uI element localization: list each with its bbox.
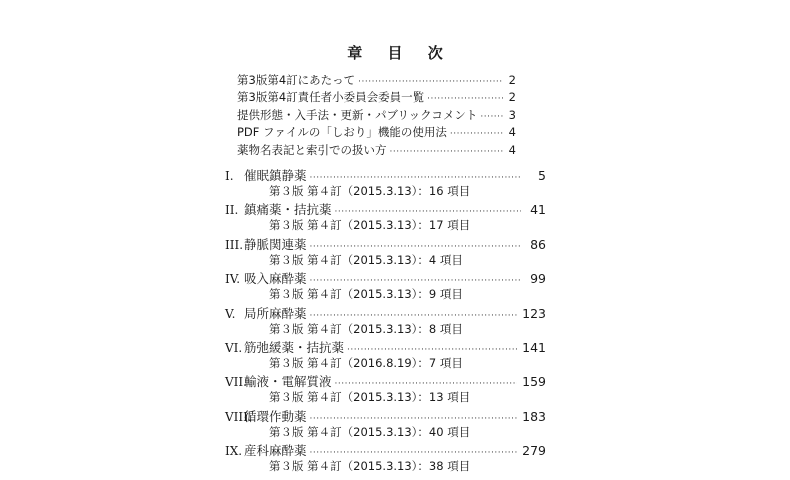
chapter-page: 279 bbox=[522, 443, 546, 459]
dot-leader bbox=[310, 173, 521, 183]
chapter-revision: 第３版 第４訂（2015.3.13）：17 項目 bbox=[269, 218, 471, 233]
chapter-page: 86 bbox=[530, 236, 546, 252]
chapter-entry[interactable] bbox=[225, 338, 546, 372]
chapter-numeral: VI. bbox=[225, 340, 243, 355]
chapter-page: 41 bbox=[530, 202, 546, 218]
chapter-revision: 第３版 第４訂（2015.3.13）：13 項目 bbox=[269, 390, 471, 405]
chapter-numeral: III. bbox=[225, 237, 244, 252]
chapter-revision: 第３版 第４訂（2015.3.13）：38 項目 bbox=[269, 459, 471, 474]
chapter-title: 産科麻酔薬 bbox=[244, 443, 307, 459]
chapter-page: 141 bbox=[522, 339, 546, 355]
toc-entry-label: 提供形態・入手法・更新・パブリックコメント bbox=[237, 107, 478, 122]
chapter-numeral: IV. bbox=[225, 272, 241, 287]
chapter-page: 5 bbox=[538, 168, 546, 183]
toc-entry-label: 薬物名表記と索引での扱い方 bbox=[237, 142, 387, 157]
chapter-revision: 第３版 第４訂（2015.3.13）：16 項目 bbox=[269, 184, 471, 198]
chapter-title: 輸液・電解質液 bbox=[244, 374, 332, 390]
toc-entry[interactable] bbox=[237, 107, 516, 124]
chapter-revision: 第３版 第４訂（2015.3.13）：8 項目 bbox=[269, 321, 463, 336]
toc-entry-label: 第3版第4訂にあたって bbox=[237, 73, 356, 87]
chapter-entry[interactable] bbox=[225, 441, 546, 475]
toc-entry[interactable] bbox=[237, 72, 516, 89]
chapter-title: 循環作動薬 bbox=[244, 408, 307, 424]
dot-leader bbox=[310, 242, 521, 252]
dot-leader bbox=[310, 448, 518, 458]
chapter-numeral: I. bbox=[225, 169, 234, 183]
toc-entry-page: 4 bbox=[508, 125, 516, 140]
chapter-revision: 第３版 第４訂（2015.3.13）：40 項目 bbox=[269, 424, 471, 439]
chapter-entry[interactable] bbox=[225, 166, 546, 200]
chapter-toc bbox=[225, 166, 546, 476]
intro-toc bbox=[237, 72, 516, 159]
chapter-entry[interactable] bbox=[225, 235, 546, 269]
chapter-title: 局所麻酔薬 bbox=[244, 305, 307, 321]
toc-entry[interactable] bbox=[237, 124, 516, 141]
dot-leader bbox=[427, 94, 503, 104]
chapter-title: 催眠鎮静薬 bbox=[244, 168, 307, 183]
dot-leader bbox=[390, 147, 504, 157]
toc-entry-page: 3 bbox=[508, 107, 516, 122]
chapter-page: 183 bbox=[522, 408, 546, 424]
page-title: 章 目 次 bbox=[347, 44, 453, 62]
chapter-entry[interactable] bbox=[225, 407, 546, 441]
chapter-numeral: V. bbox=[225, 306, 236, 321]
chapter-entry[interactable] bbox=[225, 200, 546, 234]
dot-leader bbox=[310, 276, 521, 286]
toc-entry-label: PDF ファイルの「しおり」機能の使用法 bbox=[237, 125, 447, 140]
chapter-numeral: II. bbox=[225, 203, 239, 218]
chapter-title: 吸入麻酔薬 bbox=[244, 271, 307, 287]
dot-leader bbox=[480, 112, 503, 122]
dot-leader bbox=[347, 345, 517, 355]
toc-entry-page: 2 bbox=[508, 90, 516, 105]
chapter-entry[interactable] bbox=[225, 304, 546, 338]
toc-entry[interactable] bbox=[237, 89, 516, 106]
toc-entry-page: 2 bbox=[508, 73, 516, 87]
chapter-entry[interactable] bbox=[225, 269, 546, 303]
chapter-revision: 第３版 第４訂（2015.3.13）：4 項目 bbox=[269, 252, 463, 267]
chapter-page: 159 bbox=[522, 374, 546, 390]
dot-leader bbox=[310, 311, 518, 321]
chapter-title: 筋弛緩薬・拮抗薬 bbox=[244, 339, 345, 355]
chapter-numeral: VIII. bbox=[225, 409, 252, 424]
chapter-numeral: VII. bbox=[225, 375, 247, 390]
chapter-title: 静脈関連薬 bbox=[244, 236, 307, 252]
toc-entry[interactable] bbox=[237, 142, 516, 159]
dot-leader bbox=[310, 414, 518, 424]
chapter-page: 99 bbox=[530, 271, 546, 287]
dot-leader bbox=[358, 77, 503, 87]
dot-leader bbox=[335, 207, 521, 217]
toc-entry-label: 第3版第4訂責任者小委員会委員一覧 bbox=[237, 90, 425, 105]
toc-entry-page: 4 bbox=[508, 142, 516, 157]
chapter-numeral: IX. bbox=[225, 444, 243, 459]
chapter-page: 123 bbox=[522, 305, 546, 321]
chapter-title: 鎮痛薬・拮抗薬 bbox=[244, 202, 332, 218]
chapter-revision: 第３版 第４訂（2015.3.13）：9 項目 bbox=[269, 287, 463, 302]
chapter-revision: 第３版 第４訂（2016.8.19）：7 項目 bbox=[269, 355, 463, 370]
chapter-entry[interactable] bbox=[225, 372, 546, 406]
dot-leader bbox=[335, 379, 518, 389]
dot-leader bbox=[450, 129, 503, 139]
